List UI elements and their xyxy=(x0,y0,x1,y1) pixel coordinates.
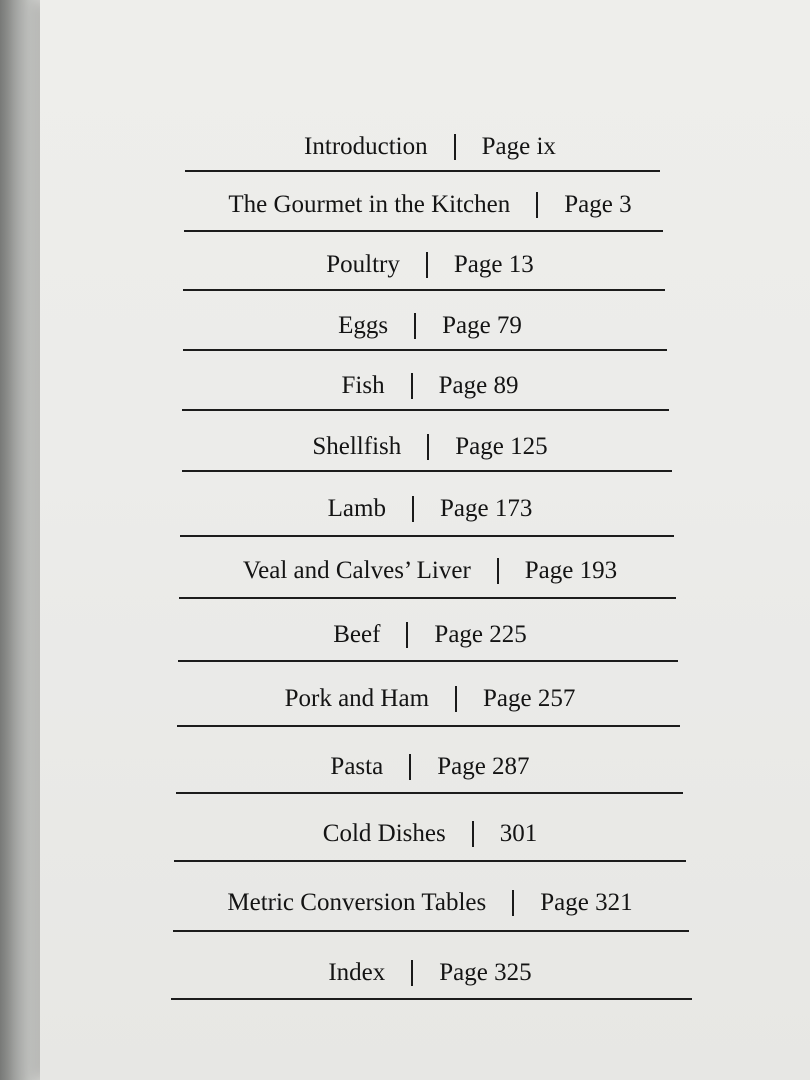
toc-entry xyxy=(170,185,690,225)
toc-entry xyxy=(170,489,690,529)
toc-entry-page: Page 193 xyxy=(524,557,618,584)
toc-rule xyxy=(178,660,678,662)
toc-entry-title: Veal and Calves’ Liver xyxy=(242,557,471,584)
toc-entry-page: Page 321 xyxy=(540,889,633,916)
toc-separator xyxy=(414,313,416,339)
toc-separator xyxy=(536,192,538,218)
toc-entry xyxy=(170,366,690,406)
toc-separator xyxy=(454,134,456,160)
toc-entry xyxy=(170,306,690,346)
toc-separator xyxy=(412,496,414,522)
toc-rule xyxy=(182,470,672,472)
toc-entry xyxy=(170,883,690,923)
toc-entry xyxy=(170,747,690,787)
toc-separator xyxy=(512,890,514,916)
toc-separator xyxy=(472,821,474,847)
toc-entry-page: Page 287 xyxy=(437,753,530,780)
toc-separator xyxy=(427,434,429,460)
toc-rule xyxy=(183,289,665,291)
toc-entry-title: Lamb xyxy=(327,495,386,522)
toc-rule xyxy=(184,230,663,232)
toc-separator xyxy=(409,754,411,780)
toc-entry xyxy=(170,953,690,993)
toc-rule xyxy=(176,792,683,794)
toc-entry-title: Fish xyxy=(341,372,385,399)
toc-entry-title: Metric Conversion Tables xyxy=(227,889,487,916)
toc-entry xyxy=(170,245,690,285)
toc-entry-page: Page 79 xyxy=(442,312,522,339)
toc-entry-page: Page 325 xyxy=(439,959,532,986)
toc-entry-title: The Gourmet in the Kitchen xyxy=(228,191,511,218)
toc-entry xyxy=(170,127,690,167)
toc-rule xyxy=(180,535,674,537)
toc-separator xyxy=(426,252,428,278)
toc-separator xyxy=(497,558,499,584)
toc-entry-page: Page 3 xyxy=(564,191,632,218)
toc-rule xyxy=(182,409,669,411)
toc-entry-page: 301 xyxy=(499,820,538,847)
toc-entry-page: Page 225 xyxy=(434,621,527,648)
toc-separator xyxy=(411,373,413,399)
toc-entry-title: Pasta xyxy=(330,753,384,780)
toc-entry-title: Introduction xyxy=(304,133,428,160)
toc-rule xyxy=(174,860,686,862)
toc-rule xyxy=(173,930,689,932)
toc-separator xyxy=(411,960,413,986)
toc-entry xyxy=(170,814,690,854)
toc-entry-title: Poultry xyxy=(326,251,400,278)
toc-entry-page: Page 257 xyxy=(483,685,576,712)
toc-entry-title: Eggs xyxy=(338,312,389,339)
toc-rule xyxy=(183,349,667,351)
toc-separator xyxy=(406,622,408,648)
toc-entry-title: Cold Dishes xyxy=(322,820,446,847)
toc-entry xyxy=(170,427,690,467)
toc-entry xyxy=(170,679,690,719)
toc-entry-page: Page 13 xyxy=(453,251,534,278)
toc-entry-page: Page ix xyxy=(481,133,556,160)
toc-entry-title: Shellfish xyxy=(312,433,402,460)
toc-rule xyxy=(179,597,676,599)
toc-entry-title: Pork and Ham xyxy=(284,685,430,712)
toc-entry-title: Beef xyxy=(333,621,381,648)
toc-entry xyxy=(170,615,690,655)
toc-separator xyxy=(455,686,457,712)
toc-entry-page: Page 125 xyxy=(455,433,548,460)
toc-entry xyxy=(170,551,690,591)
toc-rule xyxy=(171,998,692,1000)
toc-entry-page: Page 173 xyxy=(439,495,533,522)
toc-rule xyxy=(185,170,660,172)
toc-entry-title: Index xyxy=(328,959,386,986)
toc-rule xyxy=(177,725,680,727)
toc-entry-page: Page 89 xyxy=(438,372,519,399)
